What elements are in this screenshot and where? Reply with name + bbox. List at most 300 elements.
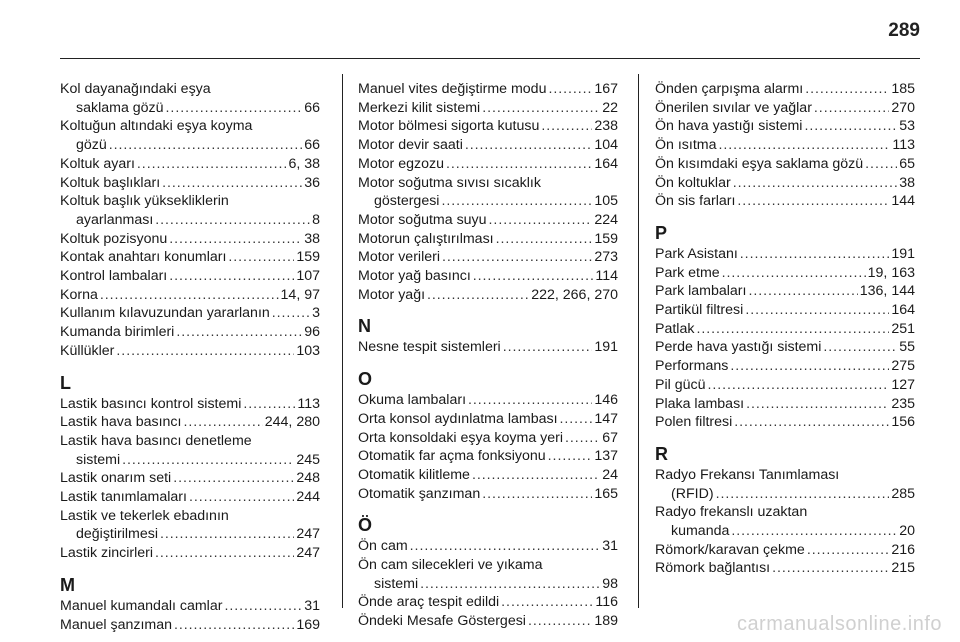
index-entry-term: Park Asistanı [655,245,738,262]
index-entry-term: Römork bağlantısı [655,560,771,577]
index-entry-term: (RFID) [671,485,714,502]
index-entry [60,342,320,361]
dot-leader [541,117,592,136]
index-entry-line [358,192,618,211]
index-entry-term: Önde araç tespit edildi [358,594,500,611]
dot-leader [176,323,302,342]
index-entry-pages: 159 [296,249,320,266]
index-entry-line [358,117,618,136]
dot-leader [122,451,294,470]
index-entry-pages: 147 [594,410,618,427]
index-entry [358,230,618,249]
index-column-2 [358,80,618,631]
dot-leader [116,342,294,361]
dot-leader [560,410,593,429]
index-entry-term: Öndeki Mesafe Göstergesi [358,613,526,630]
dot-leader [814,99,889,118]
dot-leader [174,616,294,635]
index-entry [655,80,915,99]
index-entry-pages: 247 [296,545,320,562]
index-section-letter: N [358,316,371,337]
index-entry-term: Otomatik far açma fonksiyonu [358,448,546,465]
dot-leader [155,211,310,230]
index-entry-line [358,537,618,556]
index-entry [60,395,320,414]
index-entry-pages: 113 [892,137,915,154]
index-entry-line [655,522,915,541]
index-entry-pages: 224 [594,211,618,228]
dot-leader [427,286,529,305]
index-entry [358,117,618,136]
dot-leader [465,136,592,155]
index-entry-line [358,556,618,575]
index-entry-line [60,597,320,616]
index-entry-line [60,413,320,432]
dot-leader [734,413,889,432]
index-entry-term: Koltuk başlık yüksekliklerin [60,193,229,210]
index-entry [655,395,915,414]
dot-leader [137,155,287,174]
index-entry-line [655,99,915,118]
index-entry [655,357,915,376]
index-entry-term: Kontrol lambaları [60,268,168,285]
dot-leader [737,192,889,211]
header-rule [60,58,920,59]
index-entry-term: Kol dayanağındaki eşya [60,81,211,97]
dot-leader [565,429,600,448]
dot-leader [823,338,897,357]
dot-leader [772,559,889,578]
dot-leader [804,117,897,136]
dot-leader [733,174,898,193]
index-entry-term: Korna [60,286,98,303]
index-entry [60,248,320,267]
index-entry-line [358,211,618,230]
index-entry-pages: 164 [891,302,915,319]
index-entry [358,174,618,211]
index-entry-line [655,174,915,193]
index-entry-term: Motorun çalıştırılması [358,230,494,247]
index-entry-pages: 53 [899,118,915,135]
index-entry-line [358,429,618,448]
index-entry [358,447,618,466]
index-entry-pages: 116 [595,594,618,611]
index-entry-term: Motor yağı [358,286,426,303]
index-section-letter: R [655,443,668,464]
index-entry-term: Motor yağ basıncı [358,268,471,285]
index-entry-line [60,616,320,635]
dot-leader [482,485,592,504]
index-entry [655,117,915,136]
dot-leader [496,230,593,249]
index-entry [358,338,618,357]
index-entry-line [60,211,320,230]
index-entry-line [358,286,618,305]
index-entry-term: Lastik hava basıncı [60,414,182,431]
index-entry-pages: 3 [312,305,320,322]
index-entry-line [655,541,915,560]
index-entry-term: Polen filtresi [655,414,733,431]
index-entry-term: Motor verileri [358,249,440,266]
index-entry-pages: 136, 144 [859,283,915,300]
index-entry-term: Lastik onarım seti [60,470,172,487]
index-entry-line [655,136,915,155]
index-entry-term: Motor bölmesi sigorta kutusu [358,118,540,135]
index-entry [655,245,915,264]
index-entry [60,230,320,249]
dot-leader [109,136,302,155]
index-entry-pages: 36 [304,174,320,191]
index-entry-line [60,267,320,286]
index-entry [60,286,320,305]
index-entry [60,80,320,117]
index-entry-term: Partikül filtresi [655,302,744,319]
index-entry-line [358,466,618,485]
index-entry [60,117,320,154]
watermark: carmanualsonline.info [736,613,942,635]
index-section-letter: P [655,222,668,243]
column-divider [638,74,639,608]
index-entry-term: Ön koltuklar [655,174,731,191]
index-section-letter: Ö [358,515,373,536]
dot-leader [228,248,294,267]
dot-leader [183,413,262,432]
dot-leader [155,544,294,563]
index-section-letter: L [60,372,71,393]
index-entry-pages: 164 [594,155,618,172]
index-entry-pages: 169 [296,616,320,633]
dot-leader [730,357,889,376]
index-entry-term: Motor egzozu [358,155,444,172]
index-entry-line [358,338,618,357]
index-entry-pages: 67 [602,429,618,446]
index-entry [60,192,320,229]
index-entry-pages: 251 [891,320,915,337]
index-entry [655,338,915,357]
index-entry-term: Lastik hava basıncı denetleme [60,432,252,449]
index-entry-term: sistemi [76,451,121,468]
index-entry [655,174,915,193]
index-entry-term: göstergesi [374,193,440,210]
index-entry-pages: 31 [602,538,618,555]
index-entry-pages: 38 [304,230,320,247]
index-entry-pages: 127 [891,376,915,393]
index-entry-pages: 270 [891,99,915,116]
index-entry-pages: 20 [899,523,915,540]
dot-leader [746,395,889,414]
dot-leader [169,267,294,286]
index-entry-term: Kumanda birimleri [60,324,175,341]
index-entry-term: Manuel vites değiştirme modu [358,81,547,97]
index-entry-line [358,575,618,594]
dot-leader [805,80,889,99]
index-entry-line [655,395,915,414]
index-entry [358,391,618,410]
index-entry-line [655,264,915,283]
index-entry-pages: 185 [891,81,915,97]
index-entry-pages: 215 [891,560,915,577]
index-entry-line [60,248,320,267]
index-entry [358,429,618,448]
dot-leader [162,174,302,193]
index-entry-line [655,117,915,136]
index-entry-pages: 104 [594,137,618,154]
index-entry-pages: 144 [891,193,915,210]
index-entry-line [655,282,915,301]
index-entry-line [358,174,618,193]
index-entry-term: Römork/karavan çekme [655,541,805,558]
index-entry-term: Motor soğutma suyu [358,211,487,228]
dot-leader [160,525,294,544]
index-entry [358,248,618,267]
index-entry-pages: 191 [594,339,618,356]
index-entry-term: gözü [76,137,107,154]
dot-leader [473,267,594,286]
index-entry-line [60,155,320,174]
index-entry-line [655,155,915,174]
index-entry [655,466,915,503]
index-entry-line [358,410,618,429]
dot-leader [468,391,592,410]
index-entry-term: Ön kısımdaki eşya saklama gözü [655,155,864,172]
index-entry-pages: 96 [304,324,320,341]
index-entry-pages: 19, 163 [867,264,915,281]
index-entry-line [358,99,618,118]
index-entry-pages: 216 [891,541,915,558]
index-entry-pages: 165 [594,485,618,502]
index-entry-line [60,136,320,155]
index-entry-term: Koltuğun altındaki eşya koyma [60,118,253,135]
index-entry-term: Lastik basıncı kontrol sistemi [60,395,242,412]
index-entry-line [655,357,915,376]
index-entry [358,556,618,593]
index-entry [60,488,320,507]
index-entry-pages: 222, 266, 270 [531,286,618,303]
dot-leader [501,593,593,612]
index-entry-line [655,320,915,339]
index-entry-term: ayarlanması [76,211,154,228]
index-entry-term: Merkezi kilit sistemi [358,99,481,116]
column-divider [342,74,343,608]
index-entry [358,136,618,155]
index-entry-line [60,192,320,211]
index-entry-term: sistemi [374,575,419,592]
index-entry [655,320,915,339]
index-entry-term: Önden çarpışma alarmı [655,81,804,97]
index-entry-term: Nesne tespit sistemleri [358,339,501,356]
index-entry-line [358,593,618,612]
dot-leader [719,136,891,155]
index-entry-term: Koltuk ayarı [60,155,135,172]
dot-leader [169,230,302,249]
dot-leader [528,612,592,631]
dot-leader [503,338,593,357]
index-entry [358,80,618,99]
index-entry-pages: 247 [296,526,320,543]
index-entry-term: Küllükler [60,342,115,359]
index-entry-line [60,342,320,361]
index-entry-line [358,155,618,174]
index-entry-term: Park etme [655,264,720,281]
dot-leader [100,286,279,305]
index-entry-line [358,267,618,286]
index-entry-line [655,413,915,432]
index-entry-pages: 98 [602,575,618,592]
index-entry-pages: 238 [594,118,618,135]
index-entry-line [655,466,915,485]
dot-leader [865,155,897,174]
index-entry [358,211,618,230]
dot-leader [482,99,600,118]
dot-leader [748,282,857,301]
dot-leader [166,99,303,118]
index-entry [60,323,320,342]
index-entry-line [358,80,618,99]
index-entry-pages: 105 [594,193,618,210]
index-column-1 [60,80,320,634]
index-entry-pages: 66 [304,137,320,154]
index-entry-term: değiştirilmesi [76,526,158,543]
index-entry-pages: 235 [891,395,915,412]
index-entry-term: Okuma lambaları [358,392,467,409]
index-entry-term: kumanda [671,523,730,540]
index-entry [60,432,320,469]
index-entry-term: Radyo Frekansı Tanımlaması [655,466,840,483]
index-entry [655,99,915,118]
index-entry-term: Lastik ve tekerlek ebadının [60,507,229,524]
dot-leader [707,376,889,395]
index-entry-term: Otomatik şanzıman [358,485,481,502]
index-entry-term: Manuel şanzıman [60,616,172,633]
index-entry-line [358,612,618,631]
index-entry-line [60,230,320,249]
index-entry [358,267,618,286]
index-entry-pages: 114 [595,268,618,285]
index-entry [358,612,618,631]
dot-leader [272,304,310,323]
index-entry-pages: 66 [304,99,320,116]
index-entry-pages: 55 [899,339,915,356]
index-entry-line [655,503,915,522]
index-entry-line [655,80,915,99]
index-entry [60,597,320,616]
dot-leader [548,447,593,466]
index-section-letter: O [358,369,373,390]
index-entry [655,301,915,320]
index-entry [358,537,618,556]
index-entry-term: Kontak anahtarı konumları [60,249,227,266]
index-entry-term: Manuel kumandalı camlar [60,597,223,614]
index-entry-line [60,432,320,451]
index-entry-pages: 14, 97 [280,286,320,303]
index-entry-pages: 244 [296,489,320,506]
index-entry-term: saklama gözü [76,99,164,116]
index-entry-line [60,451,320,470]
index-entry [358,410,618,429]
index-entry-pages: 244, 280 [264,414,320,431]
index-entry-pages: 248 [296,470,320,487]
dot-leader [189,488,294,507]
index-entry-pages: 285 [891,485,915,502]
index-entry-line [60,174,320,193]
index-entry-line [358,248,618,267]
index-entry [655,282,915,301]
index-entry-line [655,192,915,211]
index-entry-line [60,395,320,414]
index-entry [60,413,320,432]
index-entry [60,616,320,635]
index-entry-pages: 146 [594,392,618,409]
index-entry-line [60,323,320,342]
dot-leader [548,80,592,99]
index-entry-line [60,469,320,488]
index-entry-term: Otomatik kilitleme [358,466,470,483]
index-entry [60,155,320,174]
index-entry-line [358,391,618,410]
index-entry-line [358,485,618,504]
index-entry-line [60,544,320,563]
index-entry-pages: 159 [594,230,618,247]
index-entry-line [655,301,915,320]
index-entry-term: Pil gücü [655,376,706,393]
index-entry [60,267,320,286]
index-entry-pages: 24 [602,466,618,483]
index-entry-pages: 22 [602,99,618,116]
index-entry-term: Ön ısıtma [655,137,717,154]
index-entry [655,264,915,283]
index-entry-term: Motor devir saati [358,137,463,154]
index-entry-term: Orta konsoldaki eşya koyma yeri [358,429,564,446]
index-entry [655,136,915,155]
index-entry-term: Radyo frekanslı uzaktan [655,504,808,521]
index-entry [358,155,618,174]
index-entry-term: Park lambaları [655,283,747,300]
index-entry [60,544,320,563]
index-entry-term: Patlak [655,320,695,337]
index-entry-line [60,286,320,305]
index-section-letter: M [60,574,75,595]
index-entry-term: Performans [655,358,729,375]
dot-leader [696,320,889,339]
index-entry-term: Lastik zincirleri [60,545,154,562]
index-entry-pages: 38 [899,174,915,191]
dot-leader [722,264,866,283]
index-entry-pages: 156 [891,414,915,431]
index-entry-pages: 31 [304,597,320,614]
index-entry-line [655,245,915,264]
index-entry-pages: 65 [899,155,915,172]
dot-leader [173,469,294,488]
dot-leader [472,466,600,485]
dot-leader [731,522,897,541]
index-entry-term: Plaka lambası [655,395,745,412]
index-entry-pages: 191 [891,245,915,262]
index-entry-line [358,447,618,466]
index-entry-term: Lastik tanımlamaları [60,489,187,506]
index-entry-pages: 6, 38 [288,155,320,172]
index-entry-line [60,80,320,99]
dot-leader [420,575,600,594]
dot-leader [243,395,295,414]
index-entry-line [655,376,915,395]
index-entry-term: Perde hava yastığı sistemi [655,339,822,356]
index-entry-pages: 113 [297,395,320,412]
index-entry-line [358,230,618,249]
index-entry-term: Kullanım kılavuzundan yararlanın [60,305,270,322]
index-entry-line [60,304,320,323]
dot-leader [441,192,592,211]
index-entry [655,503,915,540]
